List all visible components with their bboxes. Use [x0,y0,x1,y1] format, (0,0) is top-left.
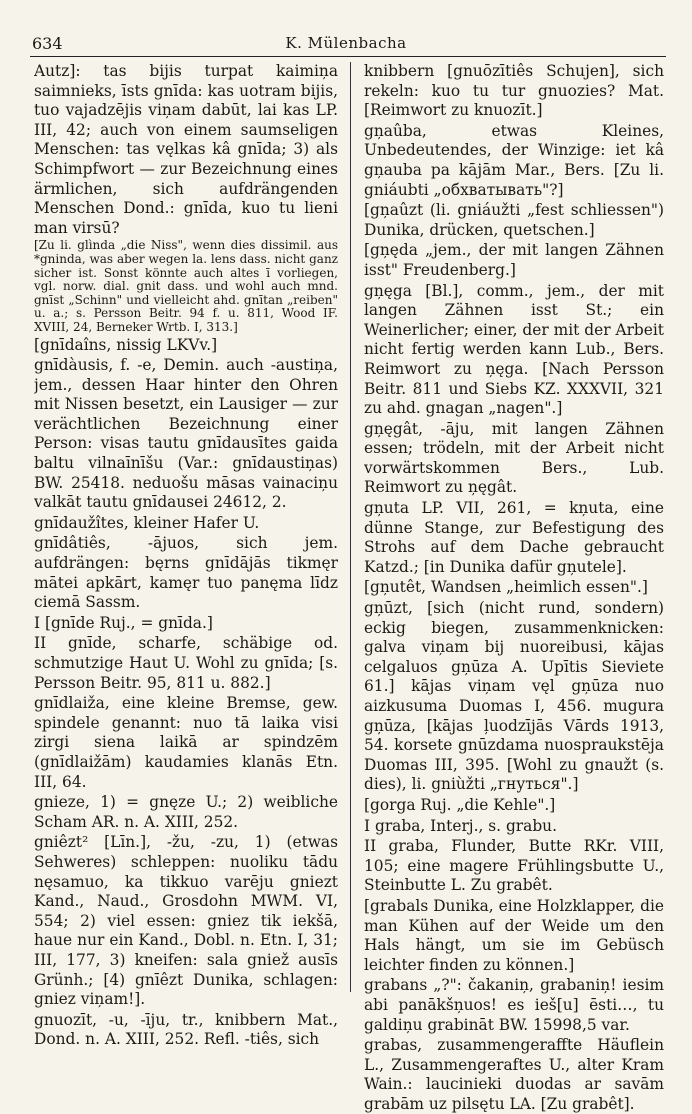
entry-gnidauzites: gnīdaužîtes, kleiner Hafer U. [34,513,260,532]
entry-gnidains: [gnīdaîns, nissig LKVv.] [34,335,218,354]
entry-gnieze: gnieze, 1) = gnęze U.; 2) weibliche Scham AR. n. A. XIII, 252. [34,793,338,831]
column-divider [350,62,351,992]
entry-grabals: [grabals Dunika, eine Holzklapper, die man Kühen auf der Weide um den Hals hängt, um sie im Gebüsch leichter finden zu können.] [364,896,664,974]
entry-grabas: grabas, zusammengeraffte Häuflein L., Zusammengeraftes U., alter Kram Wain.: laucinieki duodas ar savām grabām uz pilsętu LA. [Zu grabêt]. [364,1036,664,1113]
entry-grabans: grabans „?": čakaniņ, grabaniņ! iesim abi panākšņuos! es ieš[u] ēsti…, tu galdiņu grabināt BW. 15998,5 var. [364,976,664,1034]
entry-gnega: gņęga [Bl.], comm., jem., der mit langen Zähnen isst St.; ein Weinerlicher; einer, der mit der Arbeit nicht fertig werden kann Lub., Bers. Reimwort zu ņęga. [Nach Persson Beitr. 811 und Siebs KZ. XXXVII, 321 zu ahd. gnagan „nagen".] [364,281,664,418]
entry-graba-2: II graba, Flunder, Butte RKr. VIII, 105; eine magere Frühlingsbutte U., Steinbutte L. Zu grabêt. [364,837,664,895]
entry-graba-1: I graba, Interj., s. grabu. [364,816,557,835]
entry-gnuta: gņuta LP. VII, 261, = kņuta, eine dünne Stange, zur Befestigung des Strohs auf dem Dache gebraucht Katzd.; [in Dunika dafür gņutele]. [364,499,664,576]
left-column [34,62,338,1050]
page-header [0,0,692,52]
entry-gorga: [gorga Ruj. „die Kehle".] [364,795,556,814]
entry-gnidaties: gnīdâtiês, -ājuos, sich jem. aufdrängen: bęrns gnīdājās tikmęr mātei apkārt, kamęr tuo panęma līdz ciemā Sassm. [34,534,338,612]
entry-gnide-2: II gnīde, scharfe, schäbige od. schmutzige Haut U. Wohl zu gnīda; [s. Persson Beitr. 95, 811 u. 882.] [34,634,338,692]
right-column [364,62,664,1114]
entry-gnidlaiza: gnīdlaiža, eine kleine Bremse, gew. spindele genannt: nuo tā laika visi zirgi siena laikā ar spindzēm (gnīdlaižām) kaudamies klanās Etn. III, 64. [34,694,338,791]
entry-gneda: [gņęda „jem., der mit langen Zähnen isst" Freudenberg.] [364,241,664,279]
entry-gnuzt: gņūzt, [sich (nicht rund, sondern) eckig biegen, zusammenknicken: galva viņam bij nuoreibusi, kājas celgaluos gņūza A. Upītis Sieviete 61.] kājas viņam vęl gņūza nuo aizkusuma Duomas I, 456. mugura gņūza, [kājas ļuodzījās Vārds 1913, 54. korsete gnūzdama nuospraukstēja Duomas III, 395. [Wohl zu gnaužt (s. dies), li. gniùžti „гнуться".] [364,599,664,794]
entry-gnuozit-cont: knibbern [gnuōzītiês Schujen], sich rekeln: kuo tu tur gnuozies? Mat. [Reimwort zu knuozīt.] [364,62,664,120]
etymology-note-gnida: [Zu li. glìnda „die Niss", wenn dies dissimil. aus *gninda, was aber wegen la. lens dass. nicht ganz sicher ist. Sonst könnte auch altes ī vorliegen, vgl. norw. dial. gnit dass. und wohl auch mnd. gnīst „Schinn" und vielleicht ahd. gnītan „reiben" u. a.; s. Persson Beitr. 94 f. u. 811, Wood IF. XVIII, 24, Berneker Wrtb. I, 313.] [34,238,338,334]
page-number: 634 [32,34,63,53]
entry-gniezt: gniêzt² [Līn.], -žu, -zu, 1) (etwas Sehweres) schleppen: nuoliku tādu nęsamuo, ka tikkuo varēju gniezt Kand., Naud., Grosdohn MWM. VI, 554; 2) viel essen: gniez tik iekšā, haue nur ein Kand., Dobl. n. Etn. I, 31; III, 177, 3) kneifen: sala gniež ausīs Grünh.; [4) gnīêzt Dunika, schlagen: gniez viņam!]. [34,833,338,1009]
entry-gnida-cont: Autz]: tas bijis turpat kaimiņa saimnieks, īsts gnīda: kas uotram bijis, tuo vajadzējis viņam dabūt, lai kas LP. III, 42; auch von einem saumseligen Menschen: tas vęlkas kâ gnīda; 3) als Schimpfwort — zur Bezeichnung eines ärmlichen, sich aufdrängenden Menschen Dond.: gnīda, kuo tu lieni man virsū? [34,62,338,237]
entry-gnauba: gņaûba, etwas Kleines, Unbedeutendes, der Winzige: iet kâ gņauba pa kājām Mar., Bers. [Zu li. gniáubti „обхватывать"?] [364,121,664,199]
entry-gnauzt: [gņaûzt (li. gniáužti „fest schliessen") Dunika, drücken, quetschen.] [364,201,664,239]
entry-gnegat: gņęgât, -āju, mit langen Zähnen essen; trödeln, mit der Arbeit nicht vorwärtskommen Bers., Lub. Reimwort zu ņęgât. [364,419,664,497]
entry-gnidausis: gnīdàusis, f. -e, Demin. auch -austiņa, jem., dessen Haar hinter den Ohren mit Nissen besetzt, ein Lausiger — zur verächtlichen Bezeichnung einer Person: visas tautu gnīdausītes gaida baltu vilnaīnīšu (Var.: gnīdaustiņas) BW. 25418. neduošu māsas vainaciņu valkāt tautu gnīdausei 24612, 2. [34,356,338,512]
header-rule [30,56,666,57]
running-title: K. Mülenbacha [285,34,407,52]
entry-gnide-1: I [gnīde Ruj., = gnīda.] [34,613,213,632]
entry-gnuozit: gnuozīt, -u, -īju, tr., knibbern Mat., Dond. n. A. XIII, 252. Refl. -tiês, sich [34,1010,338,1049]
entry-gnutet: [gņutêt, Wandsen „heimlich essen".] [364,578,648,597]
